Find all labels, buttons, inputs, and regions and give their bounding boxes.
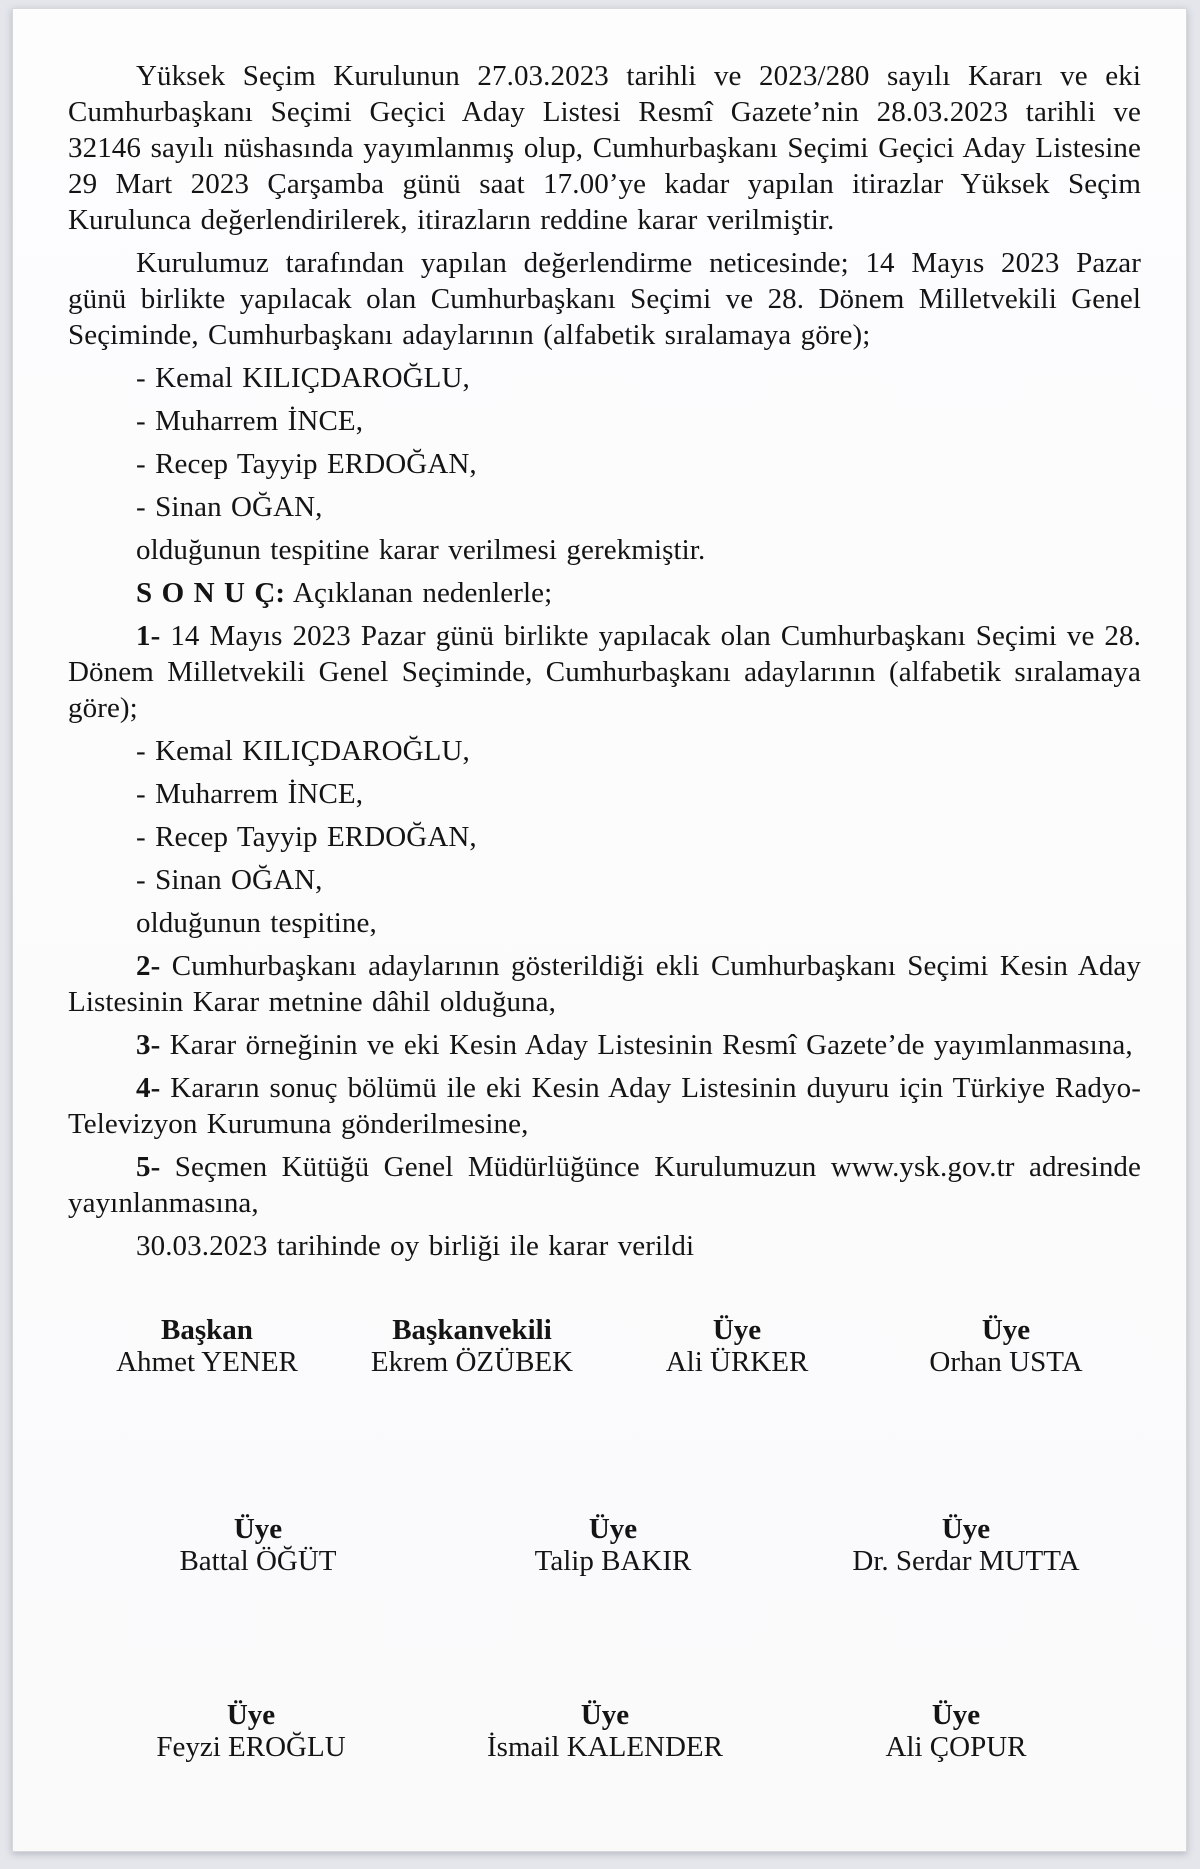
signature-uye-bakir [535,1513,692,1577]
signature-name: Ali ÇOPUR [885,1731,1027,1763]
signature-uye-eroglu [156,1699,345,1763]
signature-title: Üye [931,1699,981,1731]
paragraph-evaluation: Kurulumuz tarafından yapılan değerlendirme neticesinde; 14 Mayıs 2023 Pazar günü birlikte yapılacak olan Cumhurbaşkanı Seçimi ve 28. Dönem Milletvekili Genel Seçiminde, Cumhurbaşkanı adaylarının (alfabetik sıralamaya göre); [68,247,1141,351]
signature-title: Üye [588,1513,638,1545]
signature-name: Ali ÜRKER [665,1346,809,1378]
signature-uye-urker [666,1314,809,1378]
numbered-item-3 [68,1027,1141,1063]
signature-row-2 [68,1513,1141,1577]
candidate-line: - Muharrem İNCE, [136,778,364,810]
signature-name: Ekrem ÖZÜBEK [370,1346,574,1378]
item-text: Kararın sonuç bölümü ile eki Kesin Aday Listesinin duyuru için Türkiye Radyo-Televizyon Kurumuna gönderilmesine, [68,1072,1141,1140]
signature-title: Üye [226,1699,276,1731]
signature-uye-mutta [852,1513,1079,1577]
numbered-item-4 [68,1070,1141,1142]
signature-title: Üye [233,1513,283,1545]
candidate-line: - Sinan OĞAN, [136,491,323,523]
item-number: 1- [136,620,161,652]
item-number: 2- [136,950,161,982]
sonuc-text: Açıklanan nedenlerle; [292,577,553,609]
document-page [12,8,1187,1852]
signature-row-3 [68,1699,1141,1763]
candidate-line: - Muharrem İNCE, [136,405,364,437]
candidate-line: - Sinan OĞAN, [136,864,323,896]
signature-name: Feyzi EROĞLU [156,1731,346,1763]
candidate-line: - Recep Tayyip ERDOĞAN, [136,448,477,480]
signature-name: Battal ÖĞÜT [179,1545,337,1577]
item-text: Cumhurbaşkanı adaylarının gösterildiği ekli Cumhurbaşkanı Seçimi Kesin Aday Listesinin Karar metnine dâhil olduğuna, [68,950,1141,1018]
signature-title: Üye [712,1314,762,1346]
signature-title: Başkanvekili [392,1314,552,1346]
signature-name: Talip BAKIR [534,1545,692,1577]
paragraph-sonuc [68,575,1141,611]
item-number: 4- [136,1072,161,1104]
item-number: 5- [136,1151,161,1183]
candidate-line: - Kemal KILIÇDAROĞLU, [136,735,470,767]
item-number: 3- [136,1029,161,1061]
numbered-item-2 [68,948,1141,1020]
signature-name: Dr. Serdar MUTTA [852,1545,1080,1577]
signature-uye-ogut [179,1513,336,1577]
signature-baskanvekili [371,1314,573,1378]
numbered-item-1 [68,618,1141,726]
candidate-list-second [68,733,1141,898]
signature-title: Üye [941,1513,991,1545]
numbered-item-5 [68,1149,1141,1221]
signature-name: İsmail KALENDER [487,1731,723,1763]
sonuc-label: S O N U Ç: [136,577,286,609]
signature-uye-kalender [487,1699,723,1763]
item-text: 14 Mayıs 2023 Pazar günü birlikte yapılacak olan Cumhurbaşkanı Seçimi ve 28. Dönem Milletvekili Genel Seçiminde, Cumhurbaşkanı adaylarının (alfabetik sıralamaya göre); [68,620,1141,724]
signature-name: Orhan USTA [929,1346,1083,1378]
signature-uye-usta [929,1314,1082,1378]
signature-baskan [116,1314,298,1378]
signature-title: Üye [580,1699,630,1731]
signature-row-1 [68,1314,1141,1378]
date-decision-line: 30.03.2023 tarihinde oy birliği ile karar verildi [136,1230,695,1262]
line-determination-short: olduğunun tespitine, [136,907,377,939]
candidate-list-first [68,360,1141,525]
paragraph-decision-intro: Yüksek Seçim Kurulunun 27.03.2023 tarihli ve 2023/280 sayılı Kararı ve eki Cumhurbaşkanı Seçimi Geçici Aday Listesi Resmî Gazete’nin 28.03.2023 tarihli ve 32146 sayılı nüshasında yayımlanmış olup, Cumhurbaşkanı Seçimi Geçici Aday Listesine 29 Mart 2023 Çarşamba günü saat 17.00’ye kadar yapılan itirazlar Yüksek Seçim Kurulunca değerlendirilerek, itirazların reddine karar verilmiştir. [68,60,1141,236]
signature-title: Üye [981,1314,1031,1346]
item-text: Seçmen Kütüğü Genel Müdürlüğünce Kurulumuzun www.ysk.gov.tr adresinde yayınlanmasına, [68,1151,1141,1219]
item-text: Karar örneğinin ve eki Kesin Aday Listesinin Resmî Gazete’de yayımlanmasına, [169,1029,1133,1061]
line-determination-full: olduğunun tespitine karar verilmesi gerekmiştir. [136,534,706,566]
signature-name: Ahmet YENER [116,1346,298,1378]
candidate-line: - Kemal KILIÇDAROĞLU, [136,362,470,394]
candidate-line: - Recep Tayyip ERDOĞAN, [136,821,477,853]
signature-uye-copur [885,1699,1026,1763]
signature-title: Başkan [161,1314,253,1346]
